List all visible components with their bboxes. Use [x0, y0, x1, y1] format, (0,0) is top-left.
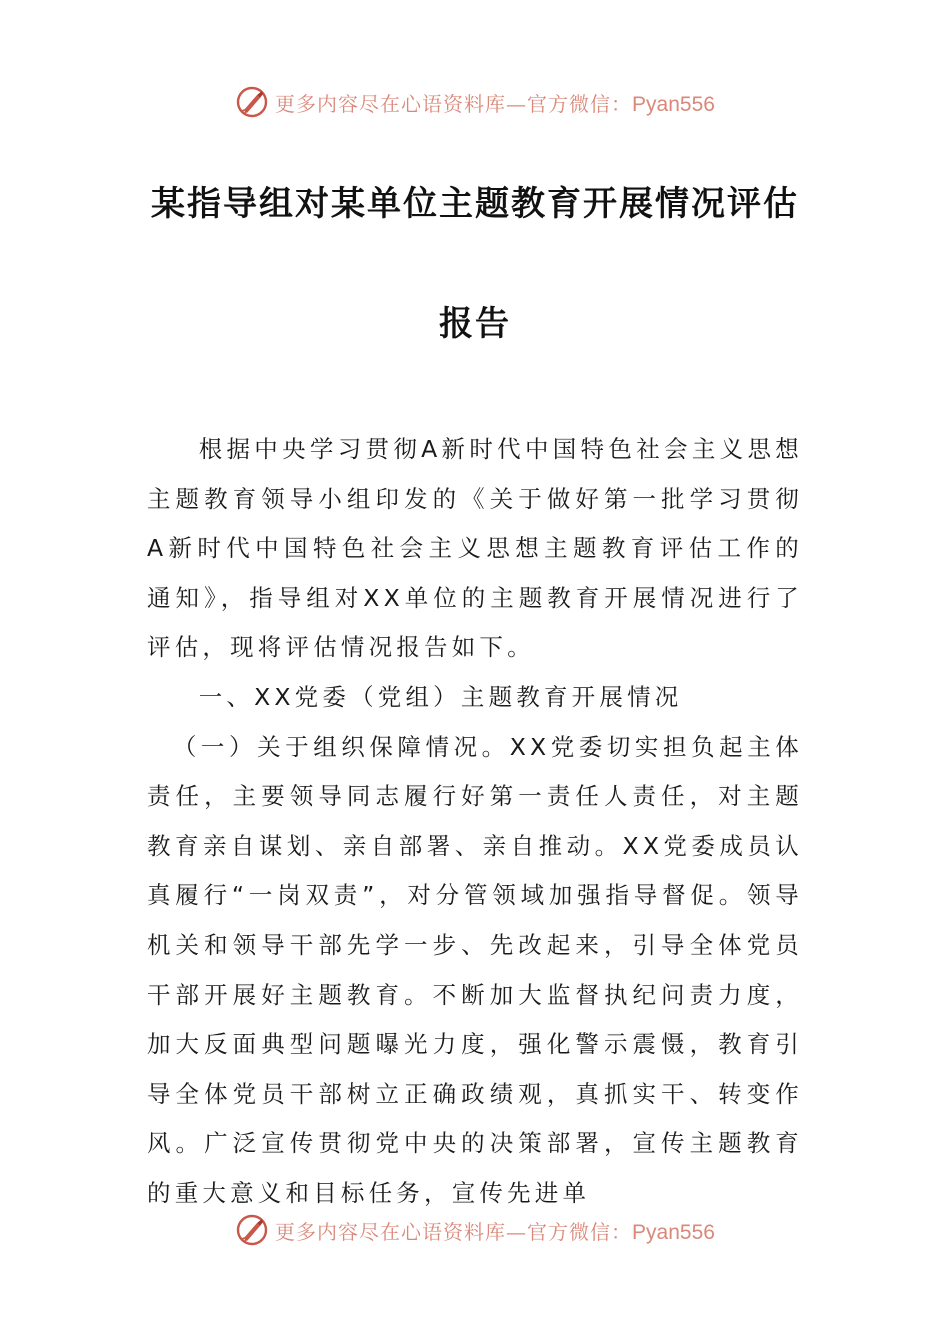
pen-logo-icon — [235, 85, 269, 119]
watermark-header — [0, 82, 950, 122]
document-title-line1: 某指导组对某单位主题教育开展情况评估 — [151, 184, 799, 224]
paragraph-intro: 根据中央学习贯彻A新时代中国特色社会主义思想主题教育领导小组印发的《关于做好第一批学习贯彻A新时代中国特色社会主义思想主题教育评估工作的通知》，指导组对XX单位的主题教育开展情况进行了评估，现将评估情况报告如下。 — [147, 435, 803, 662]
watermark-text: 更多内容尽在心语资料库—官方微信：Pyan556 — [275, 1219, 715, 1244]
section-heading-1: 一、XX党委（党组）主题教育开展情况 — [198, 682, 683, 711]
document-body — [147, 425, 803, 1219]
paragraph-organization: （一）关于组织保障情况。XX党委切实担负起主体责任，主要领导同志履行好第一责任人责任，对主题教育亲自谋划、亲自部署、亲自推动。XX党委成员认真履行“一岗双责”，对分管领域加强指导督促。领导机关和领导干部先学一步、先改起来，引导全体党员干部开展好主题教育。不断加大监督执纪问责力度，加大反面典型问题曝光力度，强化警示震慑，教育引导全体党员干部树立正确政绩观，真抓实干、转变作风。广泛宣传贯彻党中央的决策部署，宣传主题教育的重大意义和目标任务，宣传先进单 — [147, 732, 803, 1207]
watermark-text: 更多内容尽在心语资料库—官方微信：Pyan556 — [275, 91, 715, 116]
pen-logo-icon — [235, 1213, 269, 1247]
document-title-line2: 报告 — [439, 304, 511, 344]
watermark-footer — [0, 1210, 950, 1250]
